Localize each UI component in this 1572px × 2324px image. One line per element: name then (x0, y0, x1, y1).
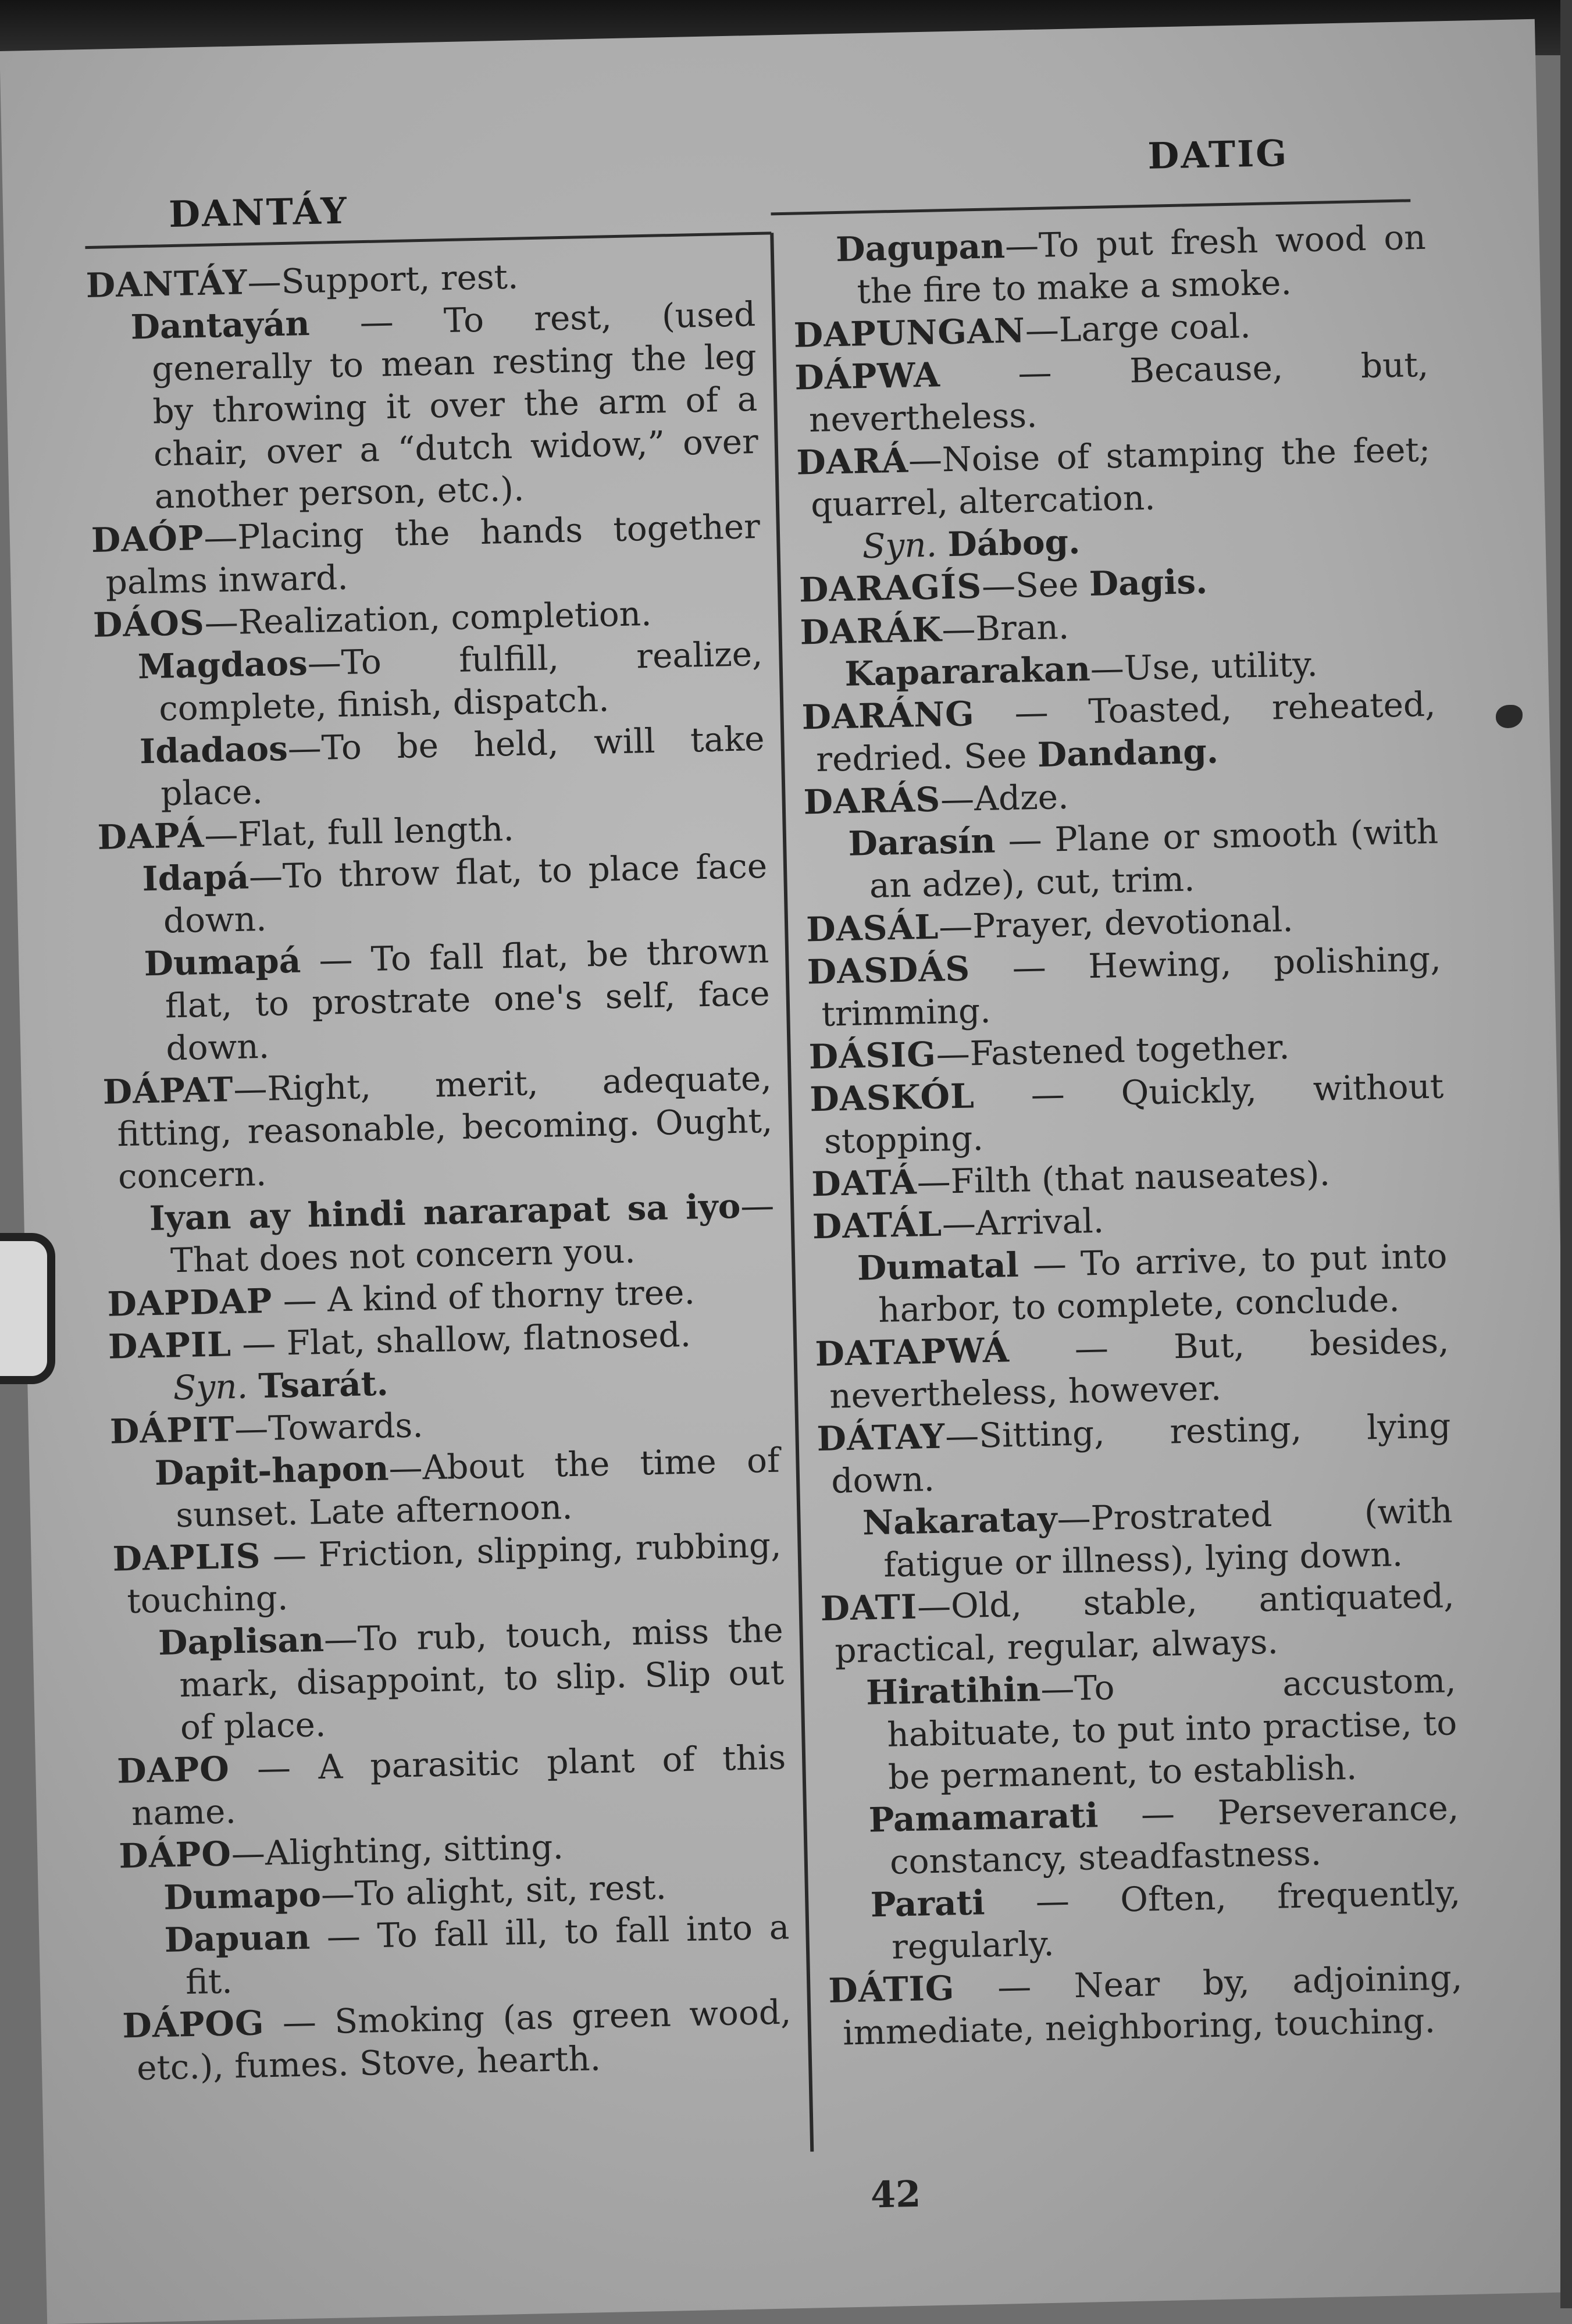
headword: DARÁK (799, 609, 943, 653)
headword: DATÁ (811, 1162, 918, 1204)
entry-subentry (114, 1609, 785, 1750)
definition: —Large coal. (1025, 306, 1252, 351)
headword: DAPO (116, 1749, 230, 1791)
headword: DÁTIG (828, 1968, 956, 2011)
synonym-word: Tsarát. (258, 1363, 389, 1406)
headword: DÁPOG (122, 2003, 265, 2046)
definition: — Perseverance, constancy, steadfastness. (889, 1788, 1459, 1882)
dictionary-page (0, 19, 1572, 2324)
definition: —Sitting, resting, lying down. (830, 1406, 1452, 1501)
definition: —Prayer, devotional. (938, 899, 1294, 947)
definition: — But, besides, nevertheless, however. (829, 1321, 1450, 1416)
binder-clip (0, 1233, 55, 1384)
headword: DAPIL (108, 1324, 232, 1367)
headword: DÁPAT (102, 1070, 234, 1112)
page-number: 42 (870, 2172, 921, 2216)
headword: DAPUNGAN (793, 311, 1026, 355)
headword: DAPDAP (106, 1281, 273, 1324)
page-edge-shadow (1560, 0, 1572, 2308)
headword: Idapá (141, 857, 249, 899)
headword: Dantayán (130, 304, 311, 347)
header-rule-right (771, 199, 1410, 215)
entry-subentry (94, 633, 764, 732)
synonym-word: Dábog. (947, 522, 1081, 565)
headword: Dapit-hapon (154, 1448, 390, 1494)
entry-subentry (826, 1872, 1462, 1970)
entry-headword (122, 1991, 793, 2090)
right-guide-word: DATIG (1147, 131, 1289, 177)
headword: Nakaratay (862, 1499, 1058, 1543)
definition: —Right, merit, adequate, fitting, reasonable, becoming. Ought, concern. (116, 1058, 773, 1197)
cross-reference: Dandang. (1037, 731, 1219, 775)
definition: —Adze. (940, 776, 1070, 819)
definition: —See (981, 564, 1090, 606)
definition: —Filth (that nauseates). (916, 1153, 1331, 1202)
headword: DÁOS (92, 603, 205, 645)
entry-subentry (110, 1439, 781, 1538)
definition: —To rub, touch, miss the mark, disappoint, to slip. Slip out of place. (179, 1610, 785, 1748)
headword: Pamamarati (868, 1795, 1099, 1840)
definition: — A parasitic plant of this name. (131, 1737, 786, 1833)
headword: DARÁNG (801, 694, 975, 737)
headword: Dapuan (164, 1917, 311, 1960)
headword: DANTÁY (85, 262, 248, 306)
entry-headword (794, 344, 1430, 442)
definition: — To fall flat, be thrown flat, to prostrate one's self, face down. (165, 931, 771, 1068)
definition: —Flat, full length. (204, 808, 515, 855)
synonym-label: Syn. (861, 525, 938, 566)
entry-headword (801, 683, 1437, 782)
definition: —That does not concern you. (170, 1185, 775, 1281)
definition: —About the time of sunset. Late afternoon. (175, 1440, 780, 1535)
definition: — To fall ill, to fall into a fit. (185, 1907, 790, 2002)
entry-headword (91, 505, 761, 604)
definition: — To arrive, to put into harbor, to complete, conclude. (878, 1236, 1448, 1330)
headword: Parati (870, 1883, 986, 1925)
entry-headword (796, 429, 1432, 527)
headword: DAÓP (91, 518, 205, 560)
headword: Idadaos (139, 728, 288, 772)
definition: —Noise of stamping the feet; quarrel, altercation. (810, 429, 1431, 525)
definition: — To rest, (used generally to mean resting the leg by throwing it over the arm of a chair, over a “dutch widow,” over another person, etc.). (151, 294, 759, 516)
headword: DASDÁS (807, 949, 971, 992)
headword: Dumapo (163, 1874, 322, 1917)
definition: — Flat, shallow, flatnosed. (231, 1314, 691, 1364)
definition: — Quickly, without stopping. (824, 1066, 1444, 1161)
headword: DATÁL (812, 1204, 943, 1247)
entry-headword (117, 1736, 787, 1835)
entry-subentry (98, 845, 768, 944)
headword: DÁPWA (794, 355, 941, 398)
entry-headword (807, 938, 1442, 1036)
headword: Daplisan (158, 1620, 325, 1663)
headword: DARÁ (796, 440, 909, 483)
headword: DÁSIG (808, 1034, 937, 1077)
entry-headword (820, 1574, 1456, 1673)
definition: — Hewing, polishing, trimming. (821, 939, 1442, 1034)
definition: —To be held, will take place. (160, 718, 765, 814)
headword: Kapararakan (844, 649, 1091, 694)
cross-reference: Dagis. (1089, 561, 1208, 604)
definition: —Fastened together. (935, 1027, 1291, 1074)
headword: DATAPWÁ (814, 1330, 1010, 1374)
entry-headword (828, 1956, 1464, 2055)
headword: DÁPO (118, 1834, 232, 1876)
headword: Iyan ay hindi nararapat sa iyo (149, 1186, 741, 1239)
definition: —Old, stable, antiquated, practical, regular, always. (834, 1576, 1455, 1671)
entry-subentry (100, 930, 771, 1071)
left-guide-word: DANTÁY (168, 189, 349, 236)
definition: —To accustom, habituate, to put into practise, to be permanent, to establish. (886, 1660, 1457, 1797)
headword: DASKÓL (809, 1076, 975, 1120)
definition: — Smoking (as green wood, etc.), fumes. Stove, hearth. (136, 1992, 792, 2088)
entry-subentry (804, 811, 1439, 909)
headword: DÁPIT (109, 1409, 235, 1452)
entry-subentry (87, 293, 760, 519)
definition: —To put fresh wood on the fire to make a smoke. (856, 217, 1427, 312)
headword: Magdaos (137, 643, 308, 687)
entry-subentry (95, 718, 766, 817)
definition: —Support, rest. (247, 256, 519, 302)
headword: DASÁL (805, 907, 939, 950)
entry-subentry (813, 1235, 1449, 1333)
definition: — Near by, adjoining, immediate, neighboring, touching. (842, 1958, 1463, 2053)
headword: Dagupan (835, 226, 1006, 270)
entry-subentry (792, 216, 1427, 315)
headword: DAPÁ (97, 815, 205, 857)
definition: —To alight, sit, rest. (320, 1867, 667, 1915)
synonym-label: Syn. (173, 1366, 248, 1408)
definition: —Arrival. (942, 1200, 1104, 1244)
entry-subentry (120, 1906, 791, 2005)
entry-subentry (818, 1489, 1454, 1588)
entry-headword (810, 1065, 1445, 1163)
definition: — Because, but, nevertheless. (808, 344, 1429, 440)
left-column (85, 251, 792, 2090)
headword: DÁTAY (816, 1416, 946, 1459)
right-column (792, 216, 1463, 2055)
headword: Hiratihin (865, 1669, 1042, 1713)
definition: —Realization, completion. (204, 593, 653, 643)
definition: — A kind of thorny tree. (272, 1272, 696, 1321)
headword: DATI (820, 1587, 918, 1629)
entry-headword (815, 1320, 1450, 1418)
entry-subentry (825, 1787, 1460, 1885)
definition: —Use, utility. (1090, 644, 1318, 689)
definition: — Toasted, reheated, redried. See (815, 684, 1436, 779)
headword: Dumapá (143, 940, 301, 984)
entry-headword (817, 1405, 1452, 1503)
entry-subentry (105, 1185, 776, 1284)
definition: —Towards. (234, 1405, 424, 1449)
headword: Dumatal (857, 1245, 1020, 1288)
headword: DAPLIS (112, 1536, 262, 1579)
definition: — Plane or smooth (with an adze), cut, trim. (869, 811, 1439, 906)
headword: DARAGÍS (799, 566, 982, 610)
definition: — Friction, slipping, rubbing, touching. (126, 1525, 782, 1621)
headword: Darasín (847, 821, 996, 864)
definition: —Placing the hands together palms inward. (105, 506, 761, 603)
definition: —Prostrated (with fatigue or illness), lying down. (883, 1491, 1453, 1585)
definition: —Bran. (941, 607, 1070, 650)
definition: —To throw flat, to place face down. (163, 846, 768, 941)
definition: —Alighting, sitting. (231, 1827, 564, 1874)
definition: —To fulfill, realize, complete, finish, dispatch. (158, 633, 764, 729)
entry-subentry (822, 1659, 1458, 1800)
definition: — Often, frequently, regularly. (891, 1873, 1461, 1967)
headword: DARÁS (803, 779, 941, 822)
entry-headword (112, 1524, 783, 1623)
entry-headword (102, 1057, 773, 1199)
